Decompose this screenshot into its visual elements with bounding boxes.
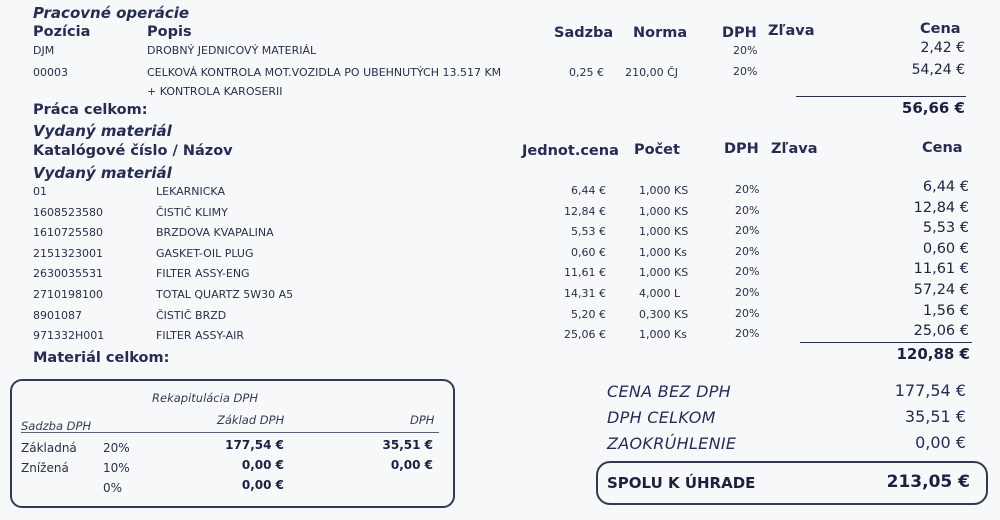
material-row-price: 12,84 € xyxy=(913,200,969,216)
header-norm: Norma xyxy=(633,25,688,41)
material-row-price: 6,44 € xyxy=(922,179,969,195)
material-row-unit-price: 25,06 € xyxy=(564,328,606,341)
material-row-vat: 20% xyxy=(735,307,760,320)
summary-without-vat-label: CENA BEZ DPH xyxy=(607,382,732,401)
header-count: Počet xyxy=(634,142,680,158)
material-row-unit-price: 5,53 € xyxy=(571,225,606,238)
header-discount: Zľava xyxy=(768,23,815,39)
summary-vat-total-value: 35,51 € xyxy=(904,407,966,426)
material-row-name: ČISTIČ BRZD xyxy=(156,309,227,322)
work-row-vat: 20% xyxy=(733,65,758,78)
work-row-position: 00003 xyxy=(33,66,68,79)
material-row-code: 2710198100 xyxy=(33,288,103,301)
material-row-vat: 20% xyxy=(735,286,760,299)
header-vat: DPH xyxy=(722,25,757,41)
material-row-name: LEKARNICKA xyxy=(156,185,225,198)
work-row-rate: 0,25 € xyxy=(569,66,604,79)
work-row-price: 2,42 € xyxy=(920,40,965,56)
work-extra-line: + KONTROLA KAROSERII xyxy=(147,85,283,98)
material-row-code: 2151323001 xyxy=(33,247,103,260)
header-discount: Zľava xyxy=(771,141,818,157)
material-total-value: 120,88 € xyxy=(896,345,970,363)
material-row-price: 11,61 € xyxy=(913,261,969,277)
material-row-name: ČISTIČ KLIMY xyxy=(156,206,228,219)
header-price: Cena xyxy=(920,21,961,37)
material-row-price: 57,24 € xyxy=(913,282,969,298)
material-row-vat: 20% xyxy=(735,183,760,196)
material-row-unit-price: 6,44 € xyxy=(571,184,606,197)
summary-rounding-label: ZAOKRÚHLENIE xyxy=(607,434,737,453)
header-rate: Sadzba xyxy=(554,25,614,41)
material-row-count: 1,000 Ks xyxy=(639,246,687,259)
work-total-divider xyxy=(796,96,966,97)
work-row-price: 54,24 € xyxy=(911,62,965,78)
material-row-count: 1,000 KS xyxy=(639,205,689,218)
summary-vat-total-label: DPH CELKOM xyxy=(607,408,716,427)
material-row-unit-price: 14,31 € xyxy=(564,287,606,300)
work-total-label: Práca celkom: xyxy=(33,102,148,118)
vat-recap-header-base: Základ DPH xyxy=(217,413,285,427)
material-row-count: 1,000 Ks xyxy=(639,328,687,341)
vat-recap-row-base: 0,00 € xyxy=(241,478,284,492)
vat-recap-row-vat: 0,00 € xyxy=(390,458,433,472)
material-row-name: GASKET-OIL PLUG xyxy=(156,247,254,260)
material-row-name: TOTAL QUARTZ 5W30 A5 xyxy=(156,288,294,301)
summary-rounding-value: 0,00 € xyxy=(915,433,966,452)
material-row-code: 971332H001 xyxy=(33,329,105,342)
work-row-position: DJM xyxy=(33,44,55,57)
material-row-name: BRZDOVA KVAPALINA xyxy=(156,226,274,239)
vat-recap-row-label: Znížená xyxy=(21,461,69,475)
summary-without-vat-value: 177,54 € xyxy=(894,381,966,400)
material-row-vat: 20% xyxy=(735,265,760,278)
material-row-vat: 20% xyxy=(735,245,760,258)
material-row-code: 2630035531 xyxy=(33,267,103,280)
header-unit-price: Jednot.cena xyxy=(522,143,619,159)
vat-recap-title: Rekapitulácia DPH xyxy=(152,391,258,405)
material-row-vat: 20% xyxy=(735,327,760,340)
vat-recap-divider xyxy=(21,432,439,433)
vat-recap-row-vat: 35,51 € xyxy=(382,438,433,452)
material-row-vat: 20% xyxy=(735,224,760,237)
material-row-name: FILTER ASSY-AIR xyxy=(156,329,245,342)
work-total-value: 56,66 € xyxy=(901,99,965,117)
material-row-vat: 20% xyxy=(735,204,760,217)
vat-recap-header-rate: Sadzba DPH xyxy=(21,419,92,433)
material-row-count: 1,000 KS xyxy=(639,225,689,238)
material-row-price: 5,53 € xyxy=(922,220,969,236)
header-position: Pozícia xyxy=(33,24,91,40)
material-total-label: Materiál celkom: xyxy=(33,350,170,366)
grand-total-label: SPOLU K ÚHRADE xyxy=(607,474,756,492)
work-section-title: Pracovné operácie xyxy=(33,4,190,22)
material-row-price: 0,60 € xyxy=(922,241,969,257)
material-row-count: 1,000 KS xyxy=(639,266,689,279)
header-vat: DPH xyxy=(724,141,759,157)
grand-total-value: 213,05 € xyxy=(886,472,970,492)
header-price: Cena xyxy=(922,140,963,156)
vat-recap-row-base: 0,00 € xyxy=(241,458,284,472)
vat-recap-row-rate: 0% xyxy=(103,481,123,495)
vat-recap-row-rate: 10% xyxy=(103,461,130,475)
vat-recap-header-vat: DPH xyxy=(410,413,435,427)
work-row-vat: 20% xyxy=(733,44,758,57)
material-row-count: 4,000 L xyxy=(639,287,681,300)
work-row-norm: 210,00 ČJ xyxy=(625,66,678,79)
material-row-code: 1608523580 xyxy=(33,206,103,219)
material-subsection-title: Vydaný materiál xyxy=(33,164,172,182)
material-row-code: 8901087 xyxy=(33,309,82,322)
work-row-description: CELKOVÁ KONTROLA MOT.VOZIDLA PO UBEHNUTÝCH 13.517 KM xyxy=(147,66,502,79)
material-row-code: 1610725580 xyxy=(33,226,103,239)
material-row-price: 25,06 € xyxy=(913,323,969,339)
material-row-unit-price: 11,61 € xyxy=(564,266,606,279)
header-catalog: Katalógové číslo / Názov xyxy=(33,143,233,159)
material-section-title: Vydaný materiál xyxy=(33,122,172,140)
material-row-code: 01 xyxy=(33,185,47,198)
material-row-count: 1,000 KS xyxy=(639,184,689,197)
vat-recap-row-base: 177,54 € xyxy=(225,438,284,452)
material-row-name: FILTER ASSY-ENG xyxy=(156,267,250,280)
material-total-divider xyxy=(800,342,972,343)
vat-recap-row-rate: 20% xyxy=(103,441,130,455)
material-row-unit-price: 5,20 € xyxy=(571,308,606,321)
material-row-price: 1,56 € xyxy=(922,303,969,319)
vat-recap-row-label: Základná xyxy=(21,441,77,455)
material-row-count: 0,300 KS xyxy=(639,308,689,321)
material-row-unit-price: 0,60 € xyxy=(571,246,606,259)
header-description: Popis xyxy=(147,24,192,40)
work-row-description: DROBNÝ JEDNICOVÝ MATERIÁL xyxy=(147,44,317,57)
material-row-unit-price: 12,84 € xyxy=(564,205,606,218)
